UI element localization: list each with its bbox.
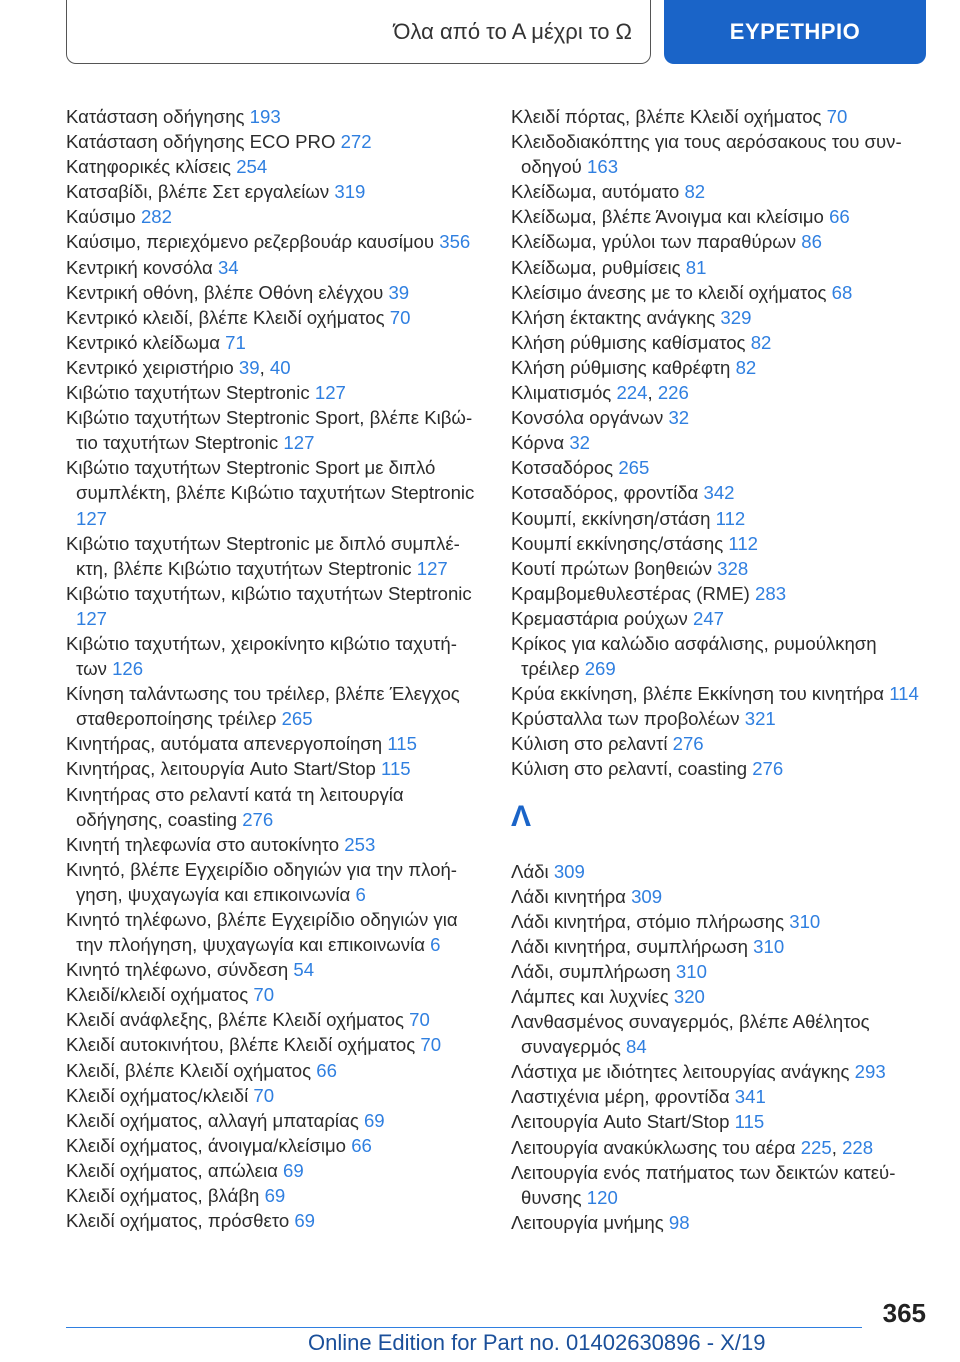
index-term: Λάδι κινητήρα, στόμιο πλήρωσης <box>511 910 785 932</box>
index-term: Λειτουργία μνήμης <box>511 1211 664 1233</box>
index-entry <box>66 957 476 982</box>
index-entry <box>511 280 921 305</box>
index-entry <box>511 706 921 731</box>
page-link[interactable]: 228 <box>842 1136 874 1158</box>
page-link[interactable]: 272 <box>340 131 372 153</box>
page-link[interactable]: 82 <box>750 331 772 353</box>
page-link[interactable]: 82 <box>735 356 757 378</box>
index-term: Κλήση ρύθμισης καθίσματος <box>511 331 746 353</box>
index-entry <box>66 305 476 330</box>
index-entry <box>66 1007 476 1032</box>
index-group-lambda <box>511 859 921 1235</box>
index-entry <box>66 1158 476 1183</box>
page-link[interactable]: 115 <box>380 758 411 780</box>
index-term: Κατσαβίδι, βλέπε Σετ εργαλείων <box>66 181 330 203</box>
index-term: Κινητή τηλεφωνία στο αυτοκίνητο <box>66 833 340 855</box>
page-link[interactable]: 342 <box>703 482 735 504</box>
index-term: Κλειδί αυτοκινήτου, βλέπε Κλειδί οχήματος <box>66 1034 416 1056</box>
index-entry <box>511 480 921 505</box>
page-link[interactable]: 6 <box>430 934 441 956</box>
index-entry <box>66 204 476 229</box>
page-link[interactable]: 81 <box>685 256 707 278</box>
page-link[interactable]: 120 <box>586 1186 618 1208</box>
page-link[interactable]: 32 <box>668 407 690 429</box>
index-entry <box>511 859 921 884</box>
page-link[interactable]: 282 <box>140 206 172 228</box>
index-term: Λειτουργία ενός πατήματος των δεικτών κατεύθυνσης <box>511 1161 896 1208</box>
page-link[interactable]: 84 <box>626 1036 647 1058</box>
page-link[interactable]: 40 <box>269 356 291 378</box>
index-term: Κρεμαστάρια ρούχων <box>511 607 688 629</box>
page-link[interactable]: 70 <box>253 984 275 1006</box>
index-entry: Κεντρικό χειριστήριο 39, 40 <box>66 356 291 378</box>
page-link[interactable]: 341 <box>734 1086 766 1108</box>
index-entry <box>511 756 921 781</box>
index-entry <box>66 1183 476 1208</box>
index-term: Κατάσταση οδήγησης <box>66 106 245 127</box>
index-term: Κινητό τηλέφωνο, βλέπε Εγχειρίδιο οδηγιών για την πλοήγηση, ψυχαγωγία και επικοινωνία <box>66 909 458 956</box>
index-entry <box>511 455 921 480</box>
index-entry <box>66 380 476 405</box>
page-link[interactable]: 328 <box>717 557 749 579</box>
index-entry <box>66 832 476 857</box>
page-link[interactable]: 112 <box>728 532 759 554</box>
tab-all-a-to-z[interactable]: Όλα από το Α μέχρι το Ω <box>66 0 651 64</box>
page-link[interactable]: 66 <box>829 206 850 228</box>
index-entry <box>66 531 476 581</box>
page-link[interactable]: 265 <box>618 457 650 479</box>
page-link[interactable]: 32 <box>569 432 590 454</box>
index-entry <box>66 104 476 129</box>
index-entry <box>511 681 921 706</box>
index-term: Κλειδί οχήματος, απώλεια <box>66 1159 278 1181</box>
page-link[interactable]: 283 <box>755 582 787 604</box>
page-link[interactable]: 82 <box>684 181 706 203</box>
index-term: Κλειδί οχήματος/κλειδί <box>66 1084 249 1106</box>
page-link[interactable]: 319 <box>334 181 366 203</box>
page-link[interactable]: 254 <box>236 156 268 178</box>
page-link[interactable]: 320 <box>673 986 705 1007</box>
index-term: Κρύσταλλα των προβολέων <box>511 708 740 730</box>
index-term: Κίνηση ταλάντωσης του τρέιλερ, βλέπε Έλεγχος σταθεροποίησης τρέιλερ <box>66 683 460 730</box>
index-term: Κύλιση στο ρελαντί, coasting <box>511 758 748 780</box>
page-link[interactable]: 356 <box>439 231 471 253</box>
index-entry <box>66 229 476 254</box>
index-term: Κλειδί, βλέπε Κλειδί οχήματος <box>66 1059 312 1081</box>
page-link[interactable]: 269 <box>584 658 616 680</box>
index-entry <box>66 631 476 681</box>
index-term: Κουμπί, εκκίνηση/στάση <box>511 507 711 529</box>
page-link[interactable]: 112 <box>715 507 746 529</box>
index-term: Κινητήρας, λειτουργία Auto Start/Stop <box>66 758 376 780</box>
index-term: Κλείδωμα, αυτόματο <box>511 181 680 203</box>
page-link[interactable]: 127 <box>76 607 108 629</box>
index-term: Κατηφορικές κλίσεις <box>66 156 232 178</box>
index-entry <box>511 255 921 280</box>
header-tab-bar <box>66 0 926 64</box>
page-link[interactable]: 309 <box>553 860 585 882</box>
page-link[interactable]: 265 <box>281 708 313 730</box>
section-letter-heading: Λ <box>511 799 532 833</box>
page-link[interactable]: 69 <box>363 1109 385 1131</box>
index-entry <box>511 606 921 631</box>
page-link[interactable]: 310 <box>753 935 785 957</box>
page-link[interactable]: 69 <box>283 1159 304 1181</box>
footer-divider <box>66 1327 862 1328</box>
page-link[interactable]: 115 <box>387 733 417 755</box>
index-entry <box>66 255 476 280</box>
index-term: Λάμπες και λυχνίες <box>511 986 669 1007</box>
index-entry <box>511 984 921 1009</box>
index-term: Κιβώτιο ταχυτήτων, χειροκίνητο κιβώτιο ταχυτήτων <box>66 632 457 680</box>
index-entry <box>66 982 476 1007</box>
index-term: Κιβώτιο ταχυτήτων Steptronic Sport με διπλό συμπλέκτη, βλέπε Κιβώτιο ταχυτήτων Steptronic <box>66 457 475 504</box>
index-group-kappa <box>511 104 921 782</box>
index-term: Κλειδί οχήματος, πρόσθετο <box>66 1210 290 1232</box>
index-term: Κεντρικό κλειδί, βλέπε Κλειδί οχήματος <box>66 306 385 328</box>
index-term: Κινητό, βλέπε Εγχειρίδιο οδηγιών για την πλοήγηση, ψυχαγωγία και επικοινωνία <box>66 858 457 905</box>
index-entry <box>511 430 921 455</box>
index-term: Κλειδί ανάφλεξης, βλέπε Κλειδί οχήματος <box>66 1009 404 1031</box>
index-entry <box>511 104 921 129</box>
index-term: Κινητήρας στο ρελαντί κατά τη λειτουργία οδήγησης, coasting <box>66 783 404 830</box>
index-entry <box>511 1009 921 1059</box>
page-link[interactable]: 163 <box>587 156 619 178</box>
page-link[interactable]: 276 <box>752 758 784 780</box>
index-term: Κεντρικό κλείδωμα <box>66 331 220 353</box>
index-term: Κλήση ρύθμισης καθρέφτη <box>511 356 731 378</box>
index-term: Κλείσιμο άνεσης με το κλειδί οχήματος <box>511 281 827 303</box>
index-entry <box>511 909 921 934</box>
index-entry <box>66 857 476 907</box>
index-term: Κρίκος για καλώδιο ασφάλισης, ρυμούλκηση τρέιλερ <box>511 632 877 680</box>
index-term: Λάδι <box>511 860 549 882</box>
index-term: Κονσόλα οργάνων <box>511 407 664 429</box>
page-link[interactable]: 310 <box>675 960 707 982</box>
page-link[interactable]: 247 <box>693 607 725 629</box>
page-link[interactable]: 115 <box>734 1111 765 1133</box>
index-entry <box>66 1133 476 1158</box>
index-term: Κλήση έκτακτης ανάγκης <box>511 306 716 328</box>
index-entry <box>511 330 921 355</box>
index-entry <box>66 731 476 756</box>
page-link[interactable]: 54 <box>293 959 315 981</box>
index-term: Κλείδωμα, γρύλοι των παραθύρων <box>511 231 797 253</box>
page-link[interactable]: 310 <box>789 910 821 932</box>
page-link[interactable]: 71 <box>225 331 246 353</box>
page-link[interactable]: 293 <box>854 1061 886 1083</box>
index-entry <box>66 907 476 957</box>
page-link[interactable]: 66 <box>351 1134 372 1156</box>
index-entry <box>66 1108 476 1133</box>
index-term: Κλειδί/κλειδί οχήματος <box>66 984 249 1006</box>
index-column-right <box>511 104 921 1235</box>
index-term: Κουτί πρώτων βοηθειών <box>511 557 712 579</box>
index-term: Κλειδί οχήματος, άνοιγμα/κλείσιμο <box>66 1134 347 1156</box>
index-term: Καύσιμο <box>66 206 136 228</box>
index-entry <box>66 280 476 305</box>
index-term: Λάστιχα με ιδιότητες λειτουργίας ανάγκης <box>511 1061 850 1083</box>
index-entry <box>66 782 476 832</box>
page-link[interactable]: 69 <box>264 1185 286 1207</box>
index-term: Κοτσαδόρος <box>511 457 614 479</box>
index-term: Κλιματισμός <box>511 382 612 404</box>
index-columns <box>66 104 926 1274</box>
index-term: Κεντρικό χειριστήριο <box>66 356 234 378</box>
index-term: Κιβώτιο ταχυτήτων, κιβώτιο ταχυτήτων Steptronic <box>66 582 472 604</box>
index-entry <box>511 1160 921 1210</box>
page-link[interactable]: 98 <box>668 1211 690 1233</box>
index-term: Λαστιχένια μέρη, φροντίδα <box>511 1086 730 1108</box>
index-entry <box>511 355 921 380</box>
index-term: Λανθασμένος συναγερμός, βλέπε Αθέλητος συναγερμός <box>511 1011 870 1058</box>
index-entry <box>66 1058 476 1083</box>
index-entry <box>511 229 921 254</box>
page-link[interactable]: 70 <box>420 1034 442 1056</box>
page-link[interactable]: 225 <box>800 1136 832 1158</box>
index-entry <box>66 154 476 179</box>
footer-edition-text: Online Edition for Part no. 01402630896 - X/19 <box>308 1330 766 1355</box>
index-entry <box>511 129 921 179</box>
index-term: Λάδι κινητήρα, συμπλήρωση <box>511 935 748 957</box>
index-entry: Λειτουργία ανακύκλωσης του αέρα 225, 228 <box>511 1136 874 1158</box>
page-link[interactable]: 127 <box>416 557 448 579</box>
index-entry <box>511 1084 921 1109</box>
index-term: Κιβώτιο ταχυτήτων Steptronic <box>66 382 310 404</box>
index-term: Κινητήρας, αυτόματα απενεργοποίηση <box>66 733 383 755</box>
page-link[interactable]: 226 <box>657 382 689 404</box>
index-entry <box>511 531 921 556</box>
index-entry <box>66 455 476 530</box>
index-term: Κύλιση στο ρελαντί <box>511 733 668 755</box>
index-entry <box>511 1109 921 1134</box>
index-term: Καύσιμο, περιεχόμενο ρεζερβουάρ καυσίμου <box>66 231 435 253</box>
page-link[interactable]: 126 <box>112 658 144 680</box>
index-entry <box>66 405 476 455</box>
index-entry <box>511 731 921 756</box>
page-link[interactable]: 127 <box>76 507 108 529</box>
index-entry <box>511 1210 921 1235</box>
index-entry <box>511 405 921 430</box>
page-link[interactable]: 224 <box>616 382 648 404</box>
index-entry <box>511 179 921 204</box>
index-term: Λειτουργία ανακύκλωσης του αέρα <box>511 1136 796 1158</box>
index-term: Κλείδωμα, ρυθμίσεις <box>511 256 681 278</box>
page-link[interactable]: 34 <box>217 256 239 278</box>
page-link[interactable]: 70 <box>389 306 411 328</box>
index-term: Κοτσαδόρος, φροντίδα <box>511 482 699 504</box>
index-term: Κουμπί εκκίνησης/στάσης <box>511 532 724 554</box>
index-entry <box>511 884 921 909</box>
index-entry <box>511 1059 921 1084</box>
page-number: 365 <box>882 1298 926 1328</box>
tab-index[interactable]: ΕΥΡΕΤΗΡΙΟ <box>664 0 926 64</box>
index-entry <box>511 934 921 959</box>
page-link[interactable]: 69 <box>294 1210 316 1232</box>
index-entry <box>66 179 476 204</box>
index-term: Κεντρική οθόνη, βλέπε Οθόνη ελέγχου <box>66 281 384 303</box>
index-term: Κλειδί οχήματος, βλάβη <box>66 1185 260 1207</box>
index-entry <box>66 129 476 154</box>
index-entry <box>511 204 921 229</box>
page-link[interactable]: 70 <box>826 106 848 127</box>
page-link[interactable]: 127 <box>314 382 346 404</box>
index-term: Κιβώτιο ταχυτήτων Steptronic με διπλό συμπλέκτη, βλέπε Κιβώτιο ταχυτήτων Steptronic <box>66 532 460 579</box>
index-entry <box>66 1032 476 1057</box>
page-link[interactable]: 127 <box>283 432 315 454</box>
index-column-left <box>66 104 476 1233</box>
index-term: Λειτουργία Auto Start/Stop <box>511 1111 730 1133</box>
index-term: Κιβώτιο ταχυτήτων Steptronic Sport, βλέπε Κιβώτιο ταχυτήτων Steptronic <box>66 407 473 454</box>
page-link[interactable]: 39 <box>238 356 260 378</box>
page-link[interactable]: 329 <box>720 306 752 328</box>
index-entry <box>66 681 476 731</box>
index-term: Κλείδωμα, βλέπε Άνοιγμα και κλείσιμο <box>511 206 824 228</box>
index-term: Κατάσταση οδήγησης ECO PRO <box>66 131 336 153</box>
index-entry <box>66 1208 476 1233</box>
page-link[interactable]: 68 <box>831 281 853 303</box>
page-link[interactable]: 276 <box>242 808 274 830</box>
index-entry <box>66 581 476 631</box>
page-link[interactable]: 66 <box>316 1059 337 1081</box>
index-entry <box>511 305 921 330</box>
page-link[interactable]: 193 <box>249 106 281 127</box>
index-term: Κρύα εκκίνηση, βλέπε Εκκίνηση του κινητήρα <box>511 683 885 705</box>
index-term: Κλειδί πόρτας, βλέπε Κλειδί οχήματος <box>511 106 822 127</box>
index-entry <box>511 556 921 581</box>
page-link[interactable]: 70 <box>409 1009 430 1031</box>
page-link[interactable]: 114 <box>889 683 919 705</box>
index-term: Κλειδί οχήματος, αλλαγή μπαταρίας <box>66 1109 359 1131</box>
page-link[interactable]: 321 <box>744 708 776 730</box>
index-entry <box>511 631 921 681</box>
index-term: Κραμβομεθυλεστέρας (RME) <box>511 582 750 604</box>
index-entry <box>66 756 476 781</box>
page-link[interactable]: 86 <box>801 231 822 253</box>
index-entry <box>66 330 476 355</box>
page-link[interactable]: 6 <box>355 883 366 905</box>
index-term: Λάδι κινητήρα <box>511 885 626 907</box>
index-term: Κλειδοδιακόπτης για τους αερόσακους του συνοδηγού <box>511 131 902 178</box>
page-link[interactable]: 276 <box>672 733 704 755</box>
index-term: Κεντρική κονσόλα <box>66 256 213 278</box>
page-link[interactable]: 39 <box>388 281 410 303</box>
index-term: Λάδι, συμπλήρωση <box>511 960 671 982</box>
index-entry <box>511 959 921 984</box>
index-entry <box>66 1083 476 1108</box>
index-term: Κόρνα <box>511 432 565 454</box>
page-link[interactable]: 70 <box>253 1084 275 1106</box>
index-entry: Κλιματισμός 224, 226 <box>511 382 689 404</box>
page-link[interactable]: 253 <box>344 833 376 855</box>
page-link[interactable]: 309 <box>631 885 663 907</box>
index-term: Κινητό τηλέφωνο, σύνδεση <box>66 959 289 981</box>
index-entry <box>511 581 921 606</box>
index-entry <box>511 506 921 531</box>
